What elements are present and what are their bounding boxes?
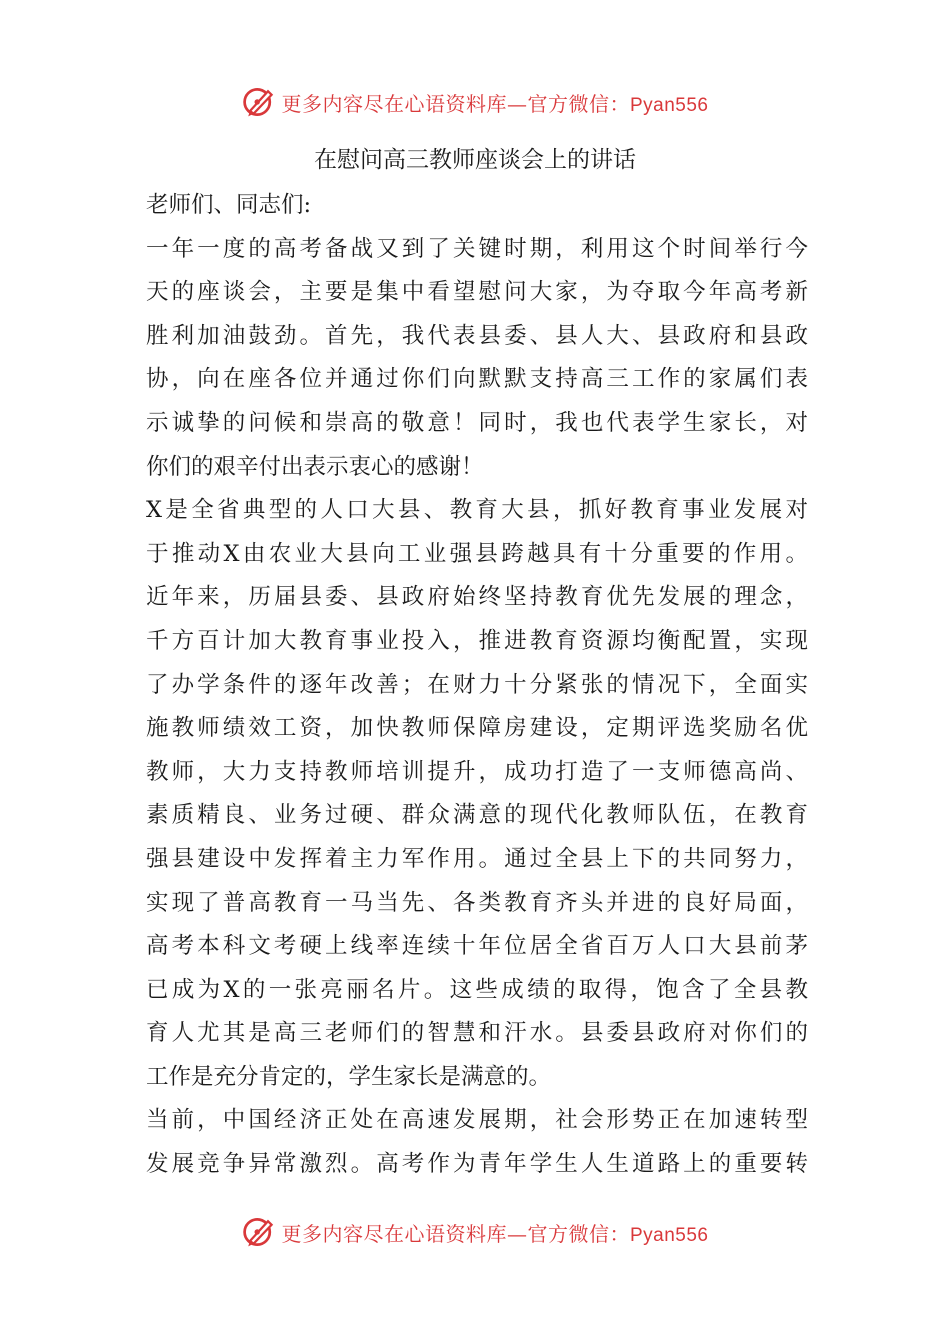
body-line: 工作是充分肯定的，学生家长是满意的。	[146, 1063, 552, 1090]
body-line: 近年来，历届县委、县政府始终坚持教育优先发展的理念，	[146, 584, 808, 611]
document-body	[146, 184, 808, 1187]
body-line: 当前，中国经济正处在高速发展期，社会形势正在加速转型	[146, 1107, 808, 1134]
body-line: 胜利加油鼓劲。首先，我代表县委、县人大、县政府和县政	[146, 322, 808, 349]
body-line: 实现了普高教育一马当先、各类教育齐头并进的良好局面，	[146, 889, 808, 916]
body-line: 天的座谈会，主要是集中看望慰问大家，为夺取今年高考新	[146, 279, 808, 306]
banner-text: 更多内容尽在心语资料库—官方微信：Pyan556	[281, 91, 709, 116]
body-line: 千方百计加大教育事业投入，推进教育资源均衡配置，实现	[146, 627, 808, 654]
body-line: 了办学条件的逐年改善；在财力十分紧张的情况下，全面实	[146, 671, 808, 698]
body-line: 示诚挚的问候和崇高的敬意！同时，我也代表学生家长，对	[146, 409, 808, 436]
body-line: 你们的艰辛付出表示衷心的感谢！	[146, 453, 484, 480]
header-banner	[0, 82, 950, 122]
body-line: 已成为X的一张亮丽名片。这些成绩的取得，饱含了全县教	[146, 976, 808, 1003]
body-line: 素质精良、业务过硬、群众满意的现代化教师队伍，在教育	[146, 802, 808, 829]
body-line: 育人尤其是高三老师们的智慧和汗水。县委县政府对你们的	[146, 1020, 808, 1047]
banner-text: 更多内容尽在心语资料库—官方微信：Pyan556	[281, 1221, 709, 1246]
body-line: 教师，大力支持教师培训提升，成功打造了一支师德高尚、	[146, 758, 808, 785]
body-line: 强县建设中发挥着主力军作用。通过全县上下的共同努力，	[146, 845, 808, 872]
body-line: 于推动X由农业大县向工业强县跨越具有十分重要的作用。	[146, 540, 808, 567]
body-line: X是全省典型的人口大县、教育大县，抓好教育事业发展对	[146, 497, 808, 524]
banner-handle: Pyan556	[629, 94, 709, 116]
salutation: 老师们、同志们:	[146, 192, 312, 218]
body-line: 协，向在座各位并通过你们向默默支持高三工作的家属们表	[146, 366, 808, 393]
pen-logo-icon	[241, 84, 277, 120]
body-line: 高考本科文考硬上线率连续十年位居全省百万人口大县前茅	[146, 933, 808, 960]
banner-handle: Pyan556	[629, 1224, 709, 1246]
footer-banner	[0, 1212, 950, 1252]
pen-logo-icon	[241, 1214, 277, 1250]
body-line: 施教师绩效工资，加快教师保障房建设，定期评选奖励名优	[146, 715, 808, 742]
body-line: 发展竞争异常激烈。高考作为青年学生人生道路上的重要转	[146, 1151, 808, 1178]
document-title: 在慰问高三教师座谈会上的讲话	[314, 147, 636, 173]
body-line: 一年一度的高考备战又到了关键时期，利用这个时间举行今	[146, 235, 808, 262]
